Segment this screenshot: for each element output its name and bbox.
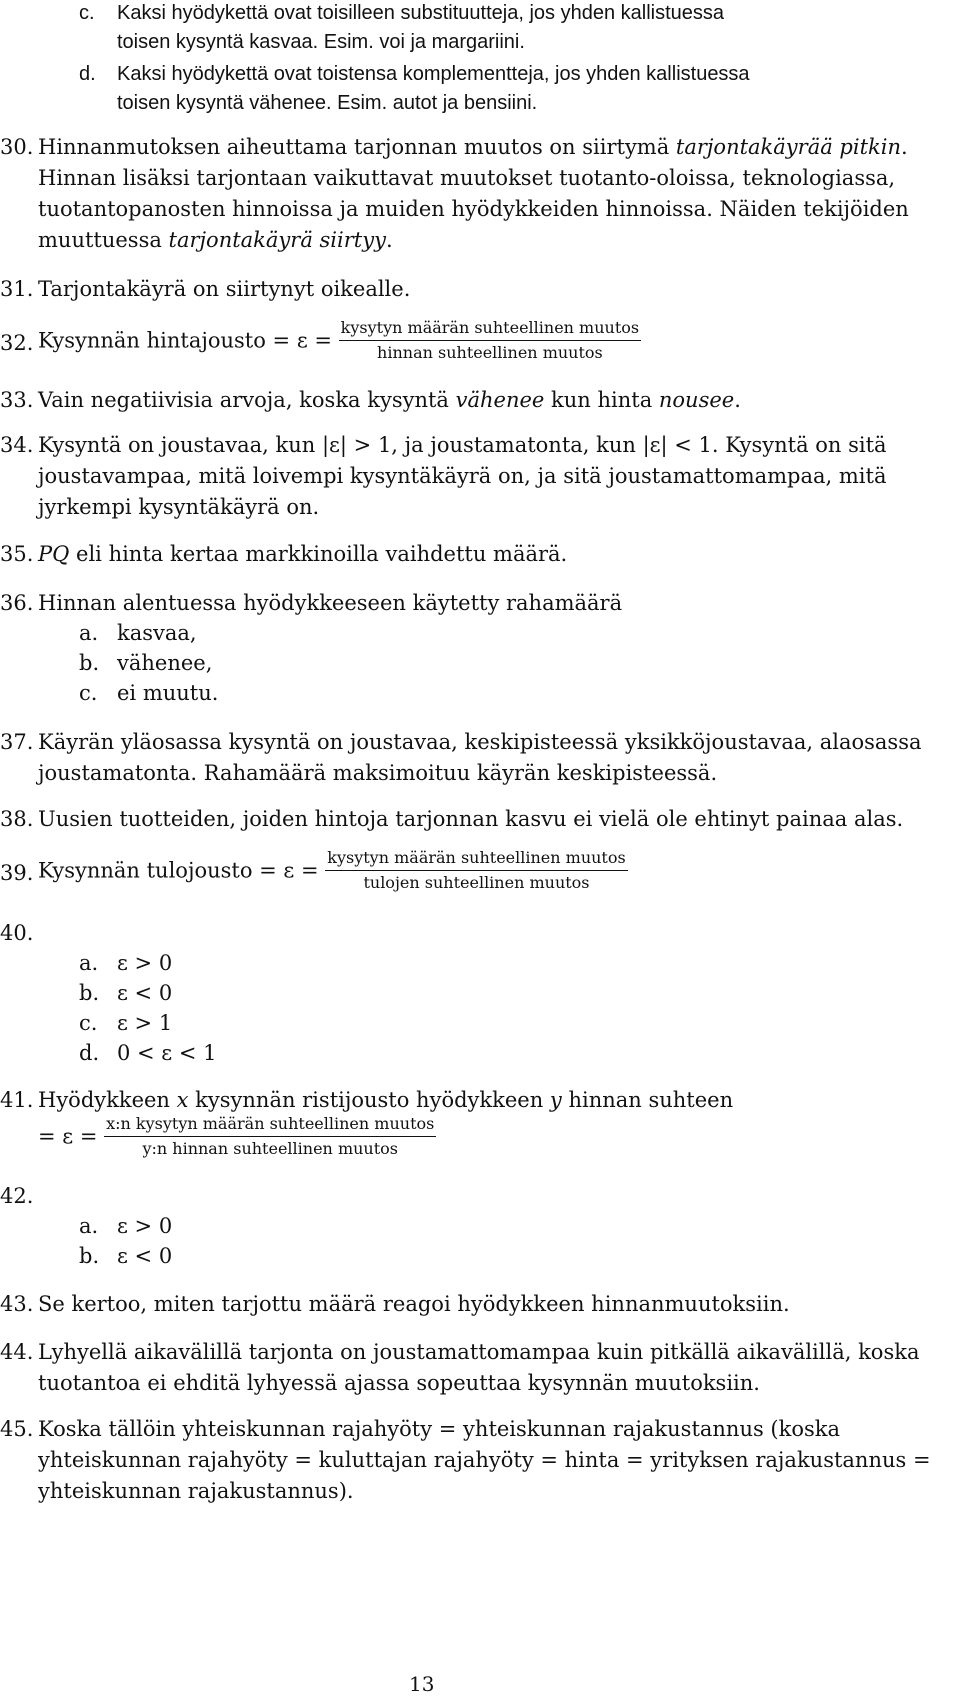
fraction-numerator: kysytyn määrän suhteellinen muutos [340, 318, 640, 337]
item-38-text: Uusien tuotteiden, joiden hintoja tarjonnan kasvu ei vielä ole ehtinyt painaa alas. [38, 807, 904, 831]
item-35-text: PQ eli hinta kertaa markkinoilla vaihdettu määrä. [38, 542, 568, 566]
item-37-number: 37. [0, 730, 34, 754]
list-item-c-line1: Kaksi hyödykettä ovat toisilleen substituutteja, jos yhden kallistuessa [117, 2, 725, 24]
item-45-number: 45. [0, 1417, 34, 1441]
item-34-line2: joustavampaa, mitä loivempi kysyntäkäyrä on, ja sitä joustamattomampaa, mitä [38, 464, 887, 488]
item-32-formula [38, 318, 641, 363]
item-42-sub-a: ε > 0 [117, 1214, 173, 1238]
item-36-sub-label-b: b. [79, 651, 100, 675]
fraction-denominator: tulojen suhteellinen muutos [325, 870, 627, 893]
item-41-formula [38, 1114, 436, 1159]
item-36-sub-label-c: c. [79, 681, 98, 705]
item-40-sub-label-b: b. [79, 981, 100, 1005]
item-36-sub-b: vähenee, [117, 651, 213, 675]
item-32-number: 32. [0, 331, 34, 355]
formula-lhs: = ε = [38, 1124, 98, 1149]
item-38-number: 38. [0, 807, 34, 831]
item-40-sub-label-c: c. [79, 1011, 98, 1035]
item-37-line2: joustamatonta. Rahamäärä maksimoituu käyrän keskipisteessä. [38, 761, 718, 785]
item-40-sub-label-d: d. [79, 1041, 100, 1065]
item-33-text: Vain negatiivisia arvoja, koska kysyntä vähenee kun hinta nousee. [38, 388, 741, 412]
item-36-sub-c: ei muutu. [117, 681, 219, 705]
item-30-line3: tuotantopanosten hinnoissa ja muiden hyödykkeiden hinnoissa. Näiden tekijöiden [38, 197, 909, 221]
item-39-number: 39. [0, 861, 34, 885]
formula-lhs: Kysynnän tulojousto = ε = [38, 858, 319, 883]
item-36-text: Hinnan alentuessa hyödykkeeseen käytetty rahamäärä [38, 591, 623, 615]
item-40-sub-b: ε < 0 [117, 981, 173, 1005]
item-42-number: 42. [0, 1184, 34, 1208]
item-44-number: 44. [0, 1340, 34, 1364]
item-40-sub-c: ε > 1 [117, 1011, 173, 1035]
item-30-line2: Hinnan lisäksi tarjontaan vaikuttavat muutokset tuotanto-oloissa, teknologiassa, [38, 166, 896, 190]
item-44-line2: tuotantoa ei ehditä lyhyessä ajassa sopeuttaa kysynnän muutoksiin. [38, 1371, 760, 1395]
page-number: 13 [409, 1672, 435, 1696]
item-43-text: Se kertoo, miten tarjottu määrä reagoi hyödykkeen hinnanmuutoksiin. [38, 1292, 790, 1316]
fraction-denominator: y:n hinnan suhteellinen muutos [104, 1136, 436, 1159]
item-34-number: 34. [0, 433, 34, 457]
item-40-number: 40. [0, 921, 34, 945]
item-30-line4: muuttuessa tarjontakäyrä siirtyy. [38, 228, 393, 252]
item-42-sub-b: ε < 0 [117, 1244, 173, 1268]
formula-fraction [104, 1114, 436, 1159]
item-44-line1: Lyhyellä aikavälillä tarjonta on joustamattomampaa kuin pitkällä aikavälillä, koska [38, 1340, 920, 1364]
list-label-c: c. [79, 2, 95, 24]
fraction-numerator: kysytyn määrän suhteellinen muutos [327, 848, 626, 867]
item-41-line1: Hyödykkeen x kysynnän ristijousto hyödykkeen y hinnan suhteen [38, 1088, 734, 1112]
item-31-text: Tarjontakäyrä on siirtynyt oikealle. [38, 277, 411, 301]
list-label-d: d. [79, 63, 96, 85]
item-45-line3: yhteiskunnan rajakustannus). [38, 1479, 354, 1503]
item-35-number: 35. [0, 542, 34, 566]
item-39-formula [38, 848, 628, 893]
item-42-sub-label-b: b. [79, 1244, 100, 1268]
fraction-numerator: x:n kysytyn määrän suhteellinen muutos [106, 1114, 435, 1133]
list-item-d-line1: Kaksi hyödykettä ovat toistensa komplementteja, jos yhden kallistuessa [117, 63, 750, 85]
formula-fraction [339, 318, 641, 363]
item-43-number: 43. [0, 1292, 34, 1316]
item-42-sub-label-a: a. [79, 1214, 99, 1238]
item-36-sub-a: kasvaa, [117, 621, 197, 645]
item-30-line1: Hinnanmutoksen aiheuttama tarjonnan muutos on siirtymä tarjontakäyrää pitkin. [38, 135, 908, 159]
formula-lhs: Kysynnän hintajousto = ε = [38, 328, 332, 353]
item-36-sub-label-a: a. [79, 621, 99, 645]
item-31-number: 31. [0, 277, 34, 301]
item-40-sub-a: ε > 0 [117, 951, 173, 975]
item-34-line1: Kysyntä on joustavaa, kun |ε| > 1, ja joustamatonta, kun |ε| < 1. Kysyntä on sitä [38, 433, 887, 457]
item-37-line1: Käyrän yläosassa kysyntä on joustavaa, keskipisteessä yksikköjoustavaa, alaosassa [38, 730, 922, 754]
item-40-sub-label-a: a. [79, 951, 99, 975]
item-45-line1: Koska tällöin yhteiskunnan rajahyöty = yhteiskunnan rajakustannus (koska [38, 1417, 841, 1441]
item-33-number: 33. [0, 388, 34, 412]
item-41-number: 41. [0, 1088, 34, 1112]
item-45-line2: yhteiskunnan rajahyöty = kuluttajan rajahyöty = hinta = yrityksen rajakustannus = [38, 1448, 931, 1472]
fraction-denominator: hinnan suhteellinen muutos [339, 340, 641, 363]
formula-fraction [325, 848, 627, 893]
item-34-line3: jyrkempi kysyntäkäyrä on. [38, 495, 320, 519]
item-30-number: 30. [0, 135, 34, 159]
item-36-number: 36. [0, 591, 34, 615]
list-item-d-line2: toisen kysyntä vähenee. Esim. autot ja bensiini. [117, 92, 538, 114]
item-40-sub-d: 0 < ε < 1 [117, 1041, 217, 1065]
list-item-c-line2: toisen kysyntä kasvaa. Esim. voi ja margariini. [117, 31, 525, 53]
